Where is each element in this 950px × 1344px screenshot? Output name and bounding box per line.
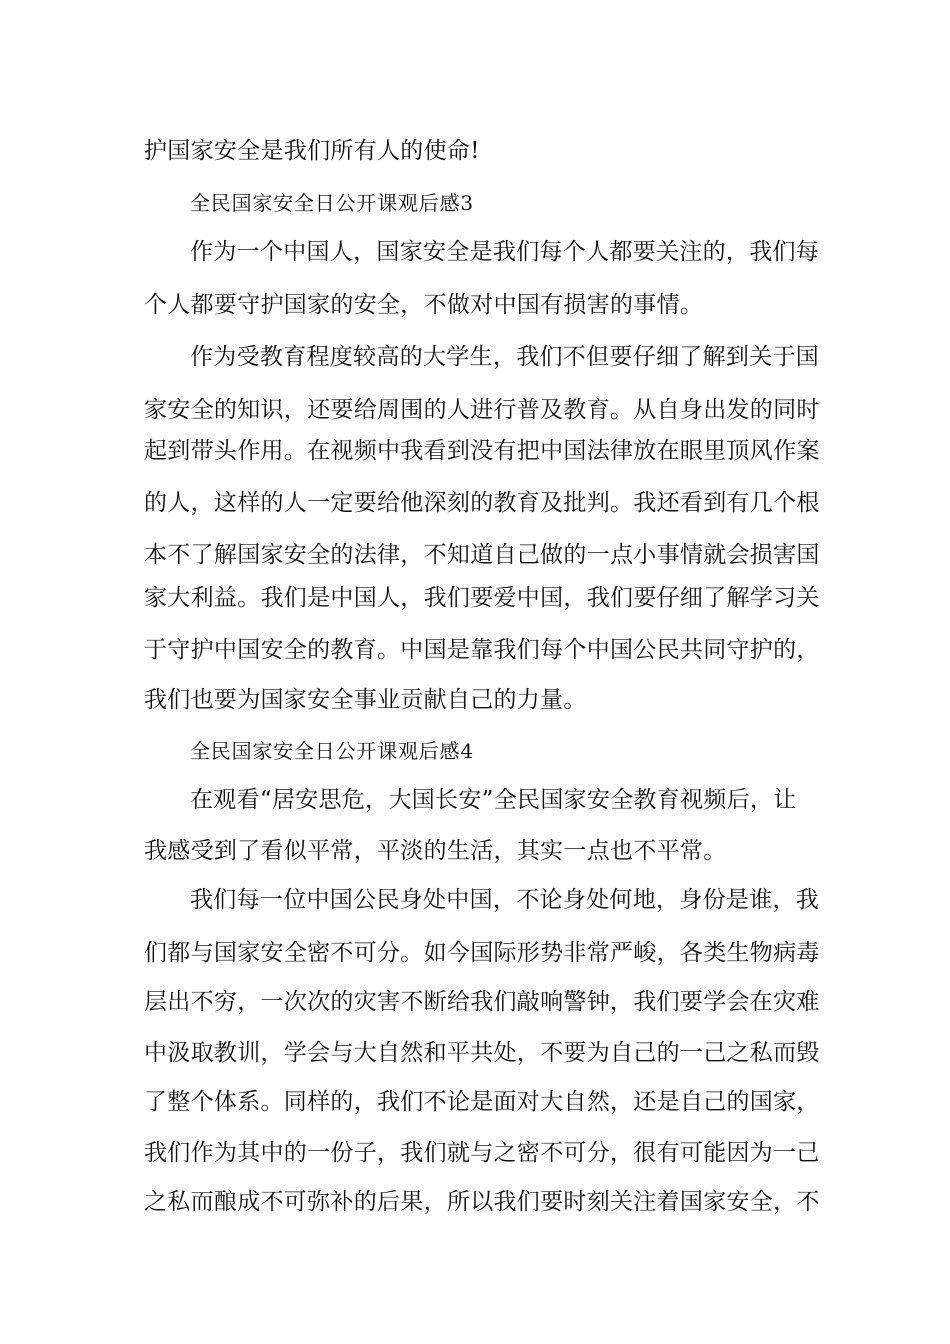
paragraph-line: 个人都要守护国家的安全，不做对中国有损害的事情。: [144, 292, 704, 318]
paragraph-line: 作为受教育程度较高的大学生，我们不但要仔细了解到关于国: [190, 344, 820, 370]
section-heading: 全民国家安全日公开课观后感4: [190, 739, 474, 763]
paragraph-line: 们都与国家安全密不可分。如今国际形势非常严峻，各类生物病毒: [144, 940, 820, 966]
paragraph-line: 家大利益。我们是中国人，我们要爱中国，我们要仔细了解学习关: [144, 585, 820, 611]
paragraph-line: 本不了解国家安全的法律，不知道自己做的一点小事情就会损害国: [144, 542, 820, 568]
paragraph-line: 我感受到了看似平常，平淡的生活，其实一点也不平常。: [144, 838, 727, 864]
paragraph-line: 我们每一位中国公民身处中国，不论身处何地，身份是谁，我: [190, 887, 820, 913]
paragraph-line: 在观看“居安思危，大国长安”全民国家安全教育视频后，让: [190, 787, 797, 813]
paragraph-line: 中汲取教训，学会与大自然和平共处，不要为自己的一己之私而毁: [144, 1040, 820, 1066]
paragraph-line: 作为一个中国人，国家安全是我们每个人都要关注的，我们每: [190, 239, 820, 265]
paragraph-line: 于守护中国安全的教育。中国是靠我们每个中国公民共同守护的，: [144, 637, 820, 663]
paragraph-line: 护国家安全是我们所有人的使命!: [144, 138, 480, 164]
paragraph-line: 了整个体系。同样的，我们不论是面对大自然，还是自己的国家，: [144, 1089, 820, 1115]
paragraph-line: 层出不穷，一次次的灾害不断给我们敲响警钟，我们要学会在灾难: [144, 989, 820, 1015]
paragraph-line: 我们也要为国家安全事业贡献自己的力量。: [144, 687, 587, 713]
paragraph-line: 起到带头作用。在视频中我看到没有把中国法律放在眼里顶风作案: [144, 438, 820, 464]
paragraph-line: 的人，这样的人一定要给他深刻的教育及批判。我还看到有几个根: [144, 490, 820, 516]
paragraph-line: 家安全的知识，还要给周围的人进行普及教育。从自身出发的同时: [144, 397, 820, 423]
paragraph-line: 之私而酿成不可弥补的后果，所以我们要时刻关注着国家安全，不: [144, 1189, 820, 1215]
paragraph-line: 我们作为其中的一份子，我们就与之密不可分，很有可能因为一己: [144, 1140, 820, 1166]
section-heading: 全民国家安全日公开课观后感3: [190, 191, 474, 215]
